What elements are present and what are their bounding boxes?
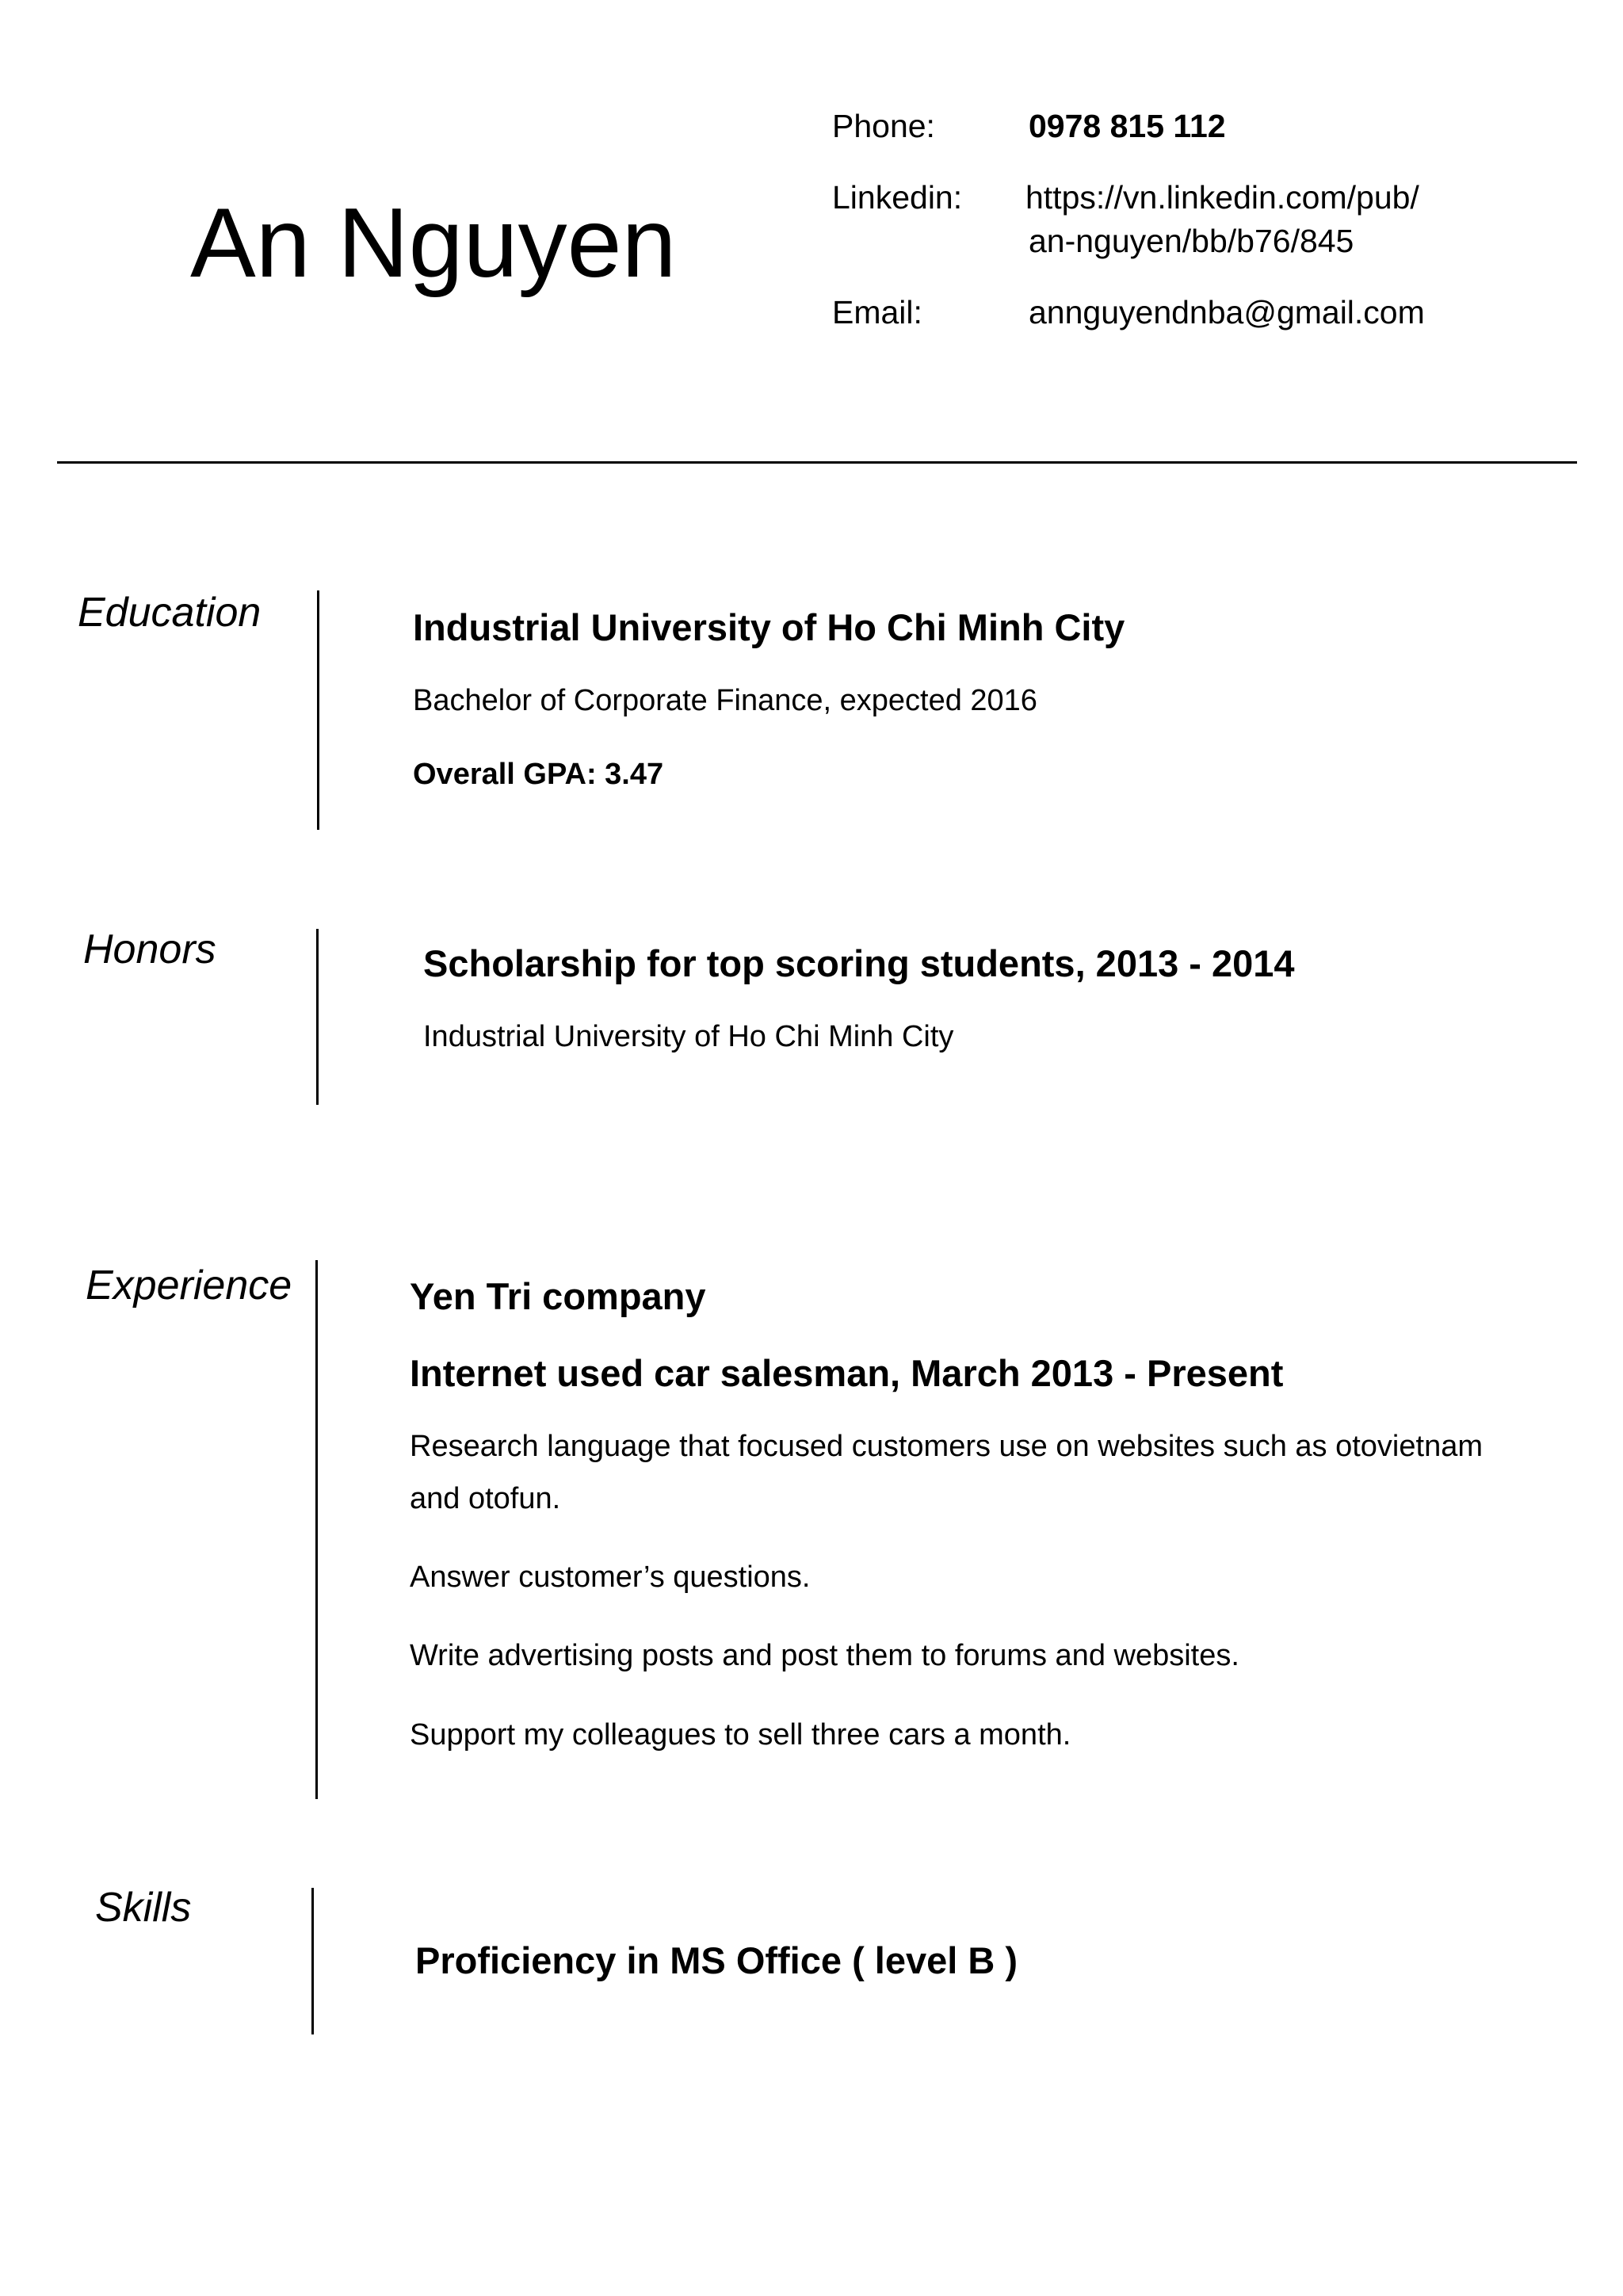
linkedin-url-line1[interactable]: https://vn.linkedin.com/pub/ xyxy=(1025,179,1419,216)
honors-divider xyxy=(316,929,319,1105)
experience-divider xyxy=(315,1260,318,1799)
honors-section-label: Honors xyxy=(83,926,216,972)
skills-section-label: Skills xyxy=(95,1885,192,1931)
education-gpa: Overall GPA: 3.47 xyxy=(413,758,664,791)
education-degree: Bachelor of Corporate Finance, expected 2016 xyxy=(413,684,1037,717)
experience-role: Internet used car salesman, March 2013 - Present xyxy=(410,1352,1284,1394)
education-school: Industrial University of Ho Chi Minh City xyxy=(413,606,1125,648)
experience-duty: Write advertising posts and post them to forums and websites. xyxy=(410,1639,1239,1672)
phone-label: Phone: xyxy=(832,108,935,144)
honors-title: Scholarship for top scoring students, 2013 - 2014 xyxy=(423,942,1295,984)
experience-section-label: Experience xyxy=(86,1263,292,1308)
education-divider xyxy=(317,590,319,830)
email-label: Email: xyxy=(832,294,922,330)
skills-item: Proficiency in MS Office ( level B ) xyxy=(415,1939,1018,1981)
header-divider xyxy=(57,461,1577,464)
experience-duty: and otofun. xyxy=(410,1482,561,1515)
linkedin-url-line2[interactable]: an-nguyen/bb/b76/845 xyxy=(1029,223,1354,259)
experience-company: Yen Tri company xyxy=(410,1275,706,1317)
honors-institution: Industrial University of Ho Chi Minh City xyxy=(423,1020,954,1053)
phone-value: 0978 815 112 xyxy=(1029,108,1226,144)
education-section-label: Education xyxy=(78,590,262,636)
experience-duty: Research language that focused customers use on websites such as otovietnam xyxy=(410,1430,1483,1463)
experience-duty: Answer customer’s questions. xyxy=(410,1561,811,1594)
email-value[interactable]: annguyendnba@gmail.com xyxy=(1029,294,1425,330)
candidate-name: An Nguyen xyxy=(190,189,677,298)
linkedin-label: Linkedin: xyxy=(832,179,963,216)
experience-duty: Support my colleagues to sell three cars a month. xyxy=(410,1718,1071,1752)
skills-divider xyxy=(311,1888,314,2034)
